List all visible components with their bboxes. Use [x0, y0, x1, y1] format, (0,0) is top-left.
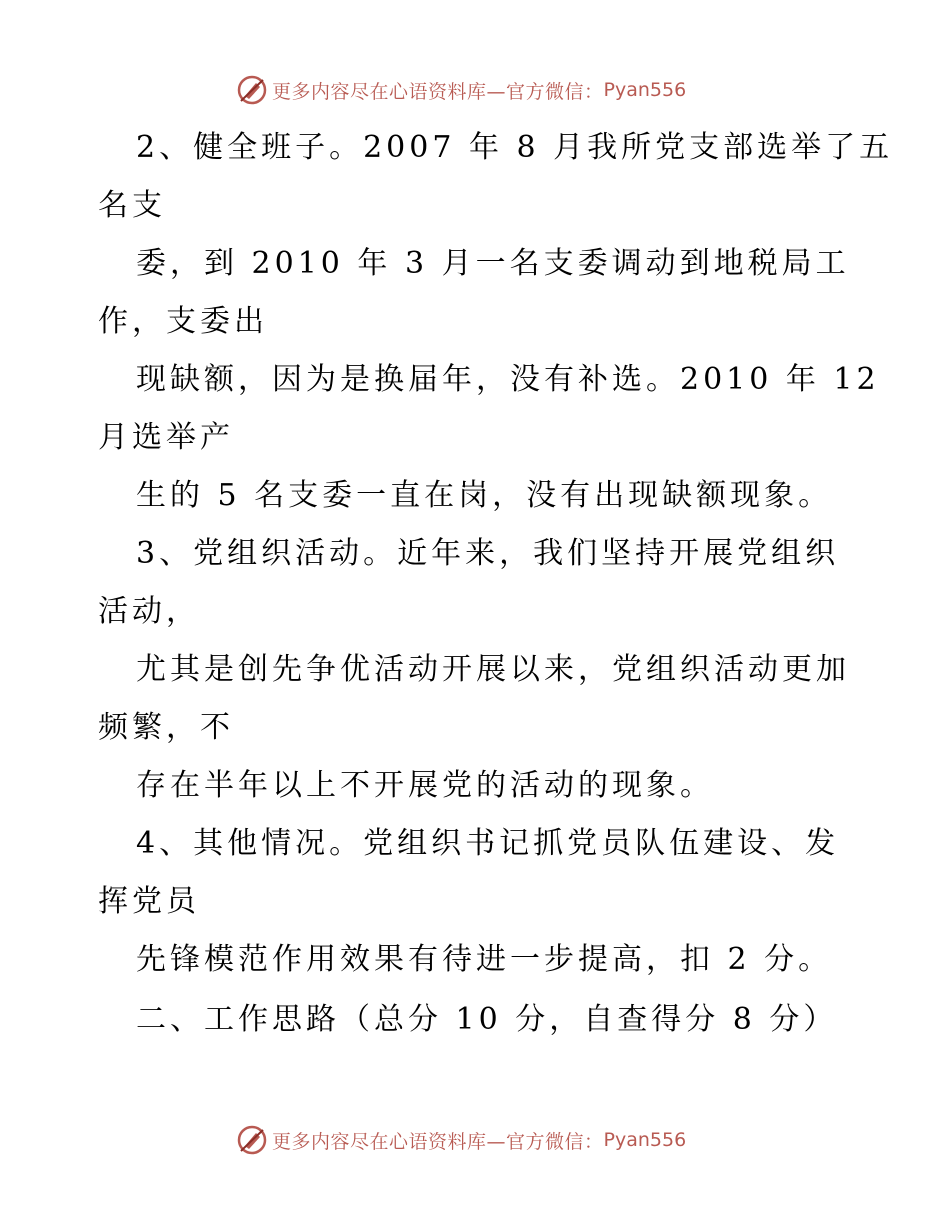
paragraph-line: 活动， [98, 594, 200, 629]
header-watermark [236, 72, 686, 108]
watermark-text: 更多内容尽在心语资料库—官方微信： [272, 80, 604, 103]
paragraph-line: 尤其是创先争优活动开展以来，党组织活动更加 [136, 652, 850, 687]
paragraph-line: 现缺额，因为是换届年，没有补选。2010 年 12 [136, 362, 880, 397]
paragraph-line: 先锋模范作用效果有待进一步提高，扣 2 分。 [136, 942, 833, 977]
watermark-text: 更多内容尽在心语资料库—官方微信： [272, 1130, 604, 1153]
watermark-wechat-id: Pyan556 [603, 1129, 687, 1151]
watermark-logo-icon [236, 1124, 268, 1156]
paragraph-line: 月选举产 [98, 420, 234, 455]
watermark-wechat-id: Pyan556 [603, 79, 687, 101]
paragraph-line: 2、健全班子。2007 年 8 月我所党支部选举了五 [136, 130, 894, 165]
paragraph-line: 名支 [98, 188, 166, 223]
paragraph-line: 频繁，不 [98, 710, 234, 745]
paragraph-line: 存在半年以上不开展党的活动的现象。 [136, 768, 714, 803]
paragraph-line: 作，支委出 [98, 304, 268, 339]
section-heading: 二、工作思路（总分 10 分，自查得分 8 分） [136, 1002, 838, 1037]
paragraph-line: 挥党员 [98, 884, 200, 919]
paragraph-line: 3、党组织活动。近年来，我们坚持开展党组织 [136, 536, 840, 571]
paragraph-line: 生的 5 名支委一直在岗，没有出现缺额现象。 [136, 478, 833, 513]
watermark-logo-icon [236, 74, 268, 106]
paragraph-line: 委，到 2010 年 3 月一名支委调动到地税局工 [136, 246, 850, 281]
paragraph-line: 4、其他情况。党组织书记抓党员队伍建设、发 [136, 826, 840, 861]
footer-watermark [236, 1122, 686, 1158]
